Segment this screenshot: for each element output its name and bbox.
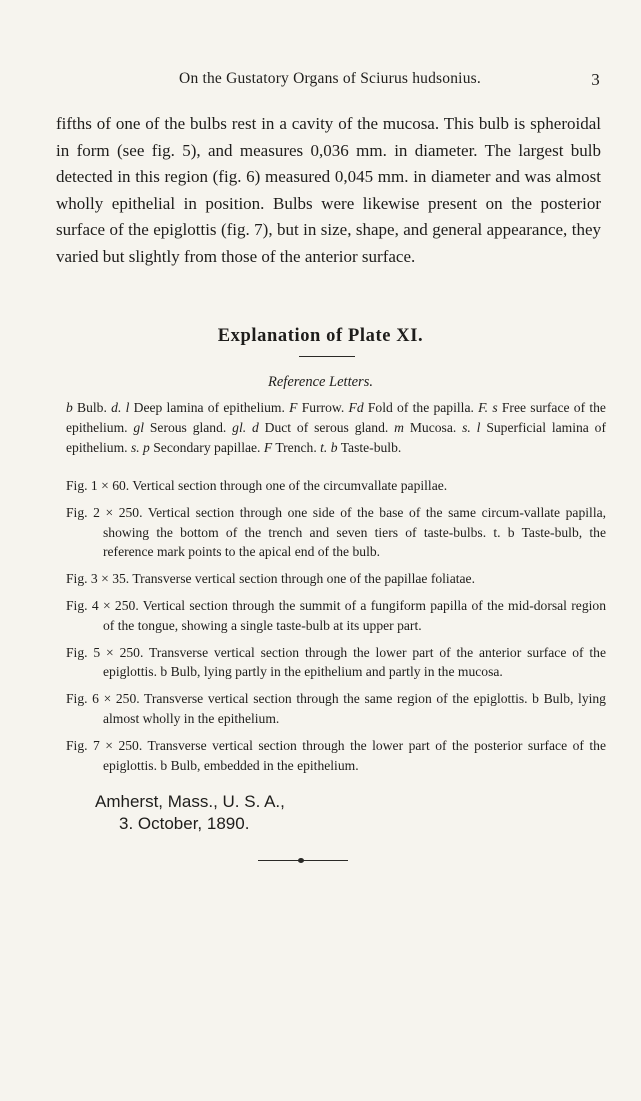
reference-meaning: Mucosa. <box>409 419 457 435</box>
figure-label: Fig. 3 <box>66 571 98 587</box>
figure-label: Fig. 1 <box>66 478 98 493</box>
reference-letter: d. l <box>111 400 130 415</box>
figure-list <box>66 476 606 782</box>
figure-label: Fig. 4 <box>66 597 99 613</box>
reference-letter: F <box>289 400 298 415</box>
signature-place: Amherst, Mass., U. S. A., <box>95 792 285 811</box>
figure-entry <box>66 503 606 562</box>
end-ornament <box>258 860 348 861</box>
figure-scale: × 250. <box>102 597 139 613</box>
reference-meaning: Superficial lamina of epithelium. <box>66 419 606 455</box>
reference-meaning: Taste-bulb. <box>340 439 402 455</box>
reference-meaning: Serous gland. <box>149 419 227 435</box>
reference-letter: b <box>66 400 73 415</box>
reference-meaning: Bulb. <box>77 400 107 415</box>
reference-meaning: Free surface of the epithelium. <box>66 400 606 435</box>
figure-scale: × 35. <box>101 571 130 587</box>
reference-letter: Fd <box>348 400 364 415</box>
running-head <box>60 70 600 88</box>
reference-meaning: Fold of the papilla. <box>367 400 474 415</box>
figure-entry <box>66 476 606 496</box>
reference-letter: t. b <box>320 439 338 455</box>
figure-entry <box>66 596 606 636</box>
figure-label: Fig. 7 <box>66 737 100 753</box>
figure-description: Vertical section through one of the circumvallate papillae. <box>132 478 448 493</box>
running-head-title: On the Gustatory Organs of Sciurus hudsonius. <box>179 70 481 87</box>
signature-date: 3. October, 1890. <box>119 814 250 833</box>
figure-description: Transverse vertical section through the lower part of the posterior surface of the epiglottis. b Bulb, embedded in the epithelium. <box>103 737 606 773</box>
heading-divider <box>299 356 355 357</box>
figure-scale: × 250. <box>106 644 144 660</box>
figure-entry <box>66 569 606 589</box>
figure-label: Fig. 5 <box>66 644 101 660</box>
body-paragraph: fifths of one of the bulbs rest in a cavity of the mucosa. This bulb is spheroidal in form (see fig. 5), and measures 0,036 mm. in diameter. The largest bulb detected in this region (fig. 6) measured 0,045 mm. in diameter and was almost wholly epithelial in position. Bulbs were likewise present on the posterior surface of the epiglottis (fig. 7), but in size, shape, and general appearance, they varied but slightly from those of the anterior surface. <box>56 114 601 266</box>
figure-description: Vertical section through one side of the base of the same circum-vallate papilla, showing the bottom of the trench and seven tiers of taste-bulbs. t. b Taste-bulb, the reference mark points to the apical end of the bulb. <box>103 504 607 560</box>
reference-letter: m <box>394 419 404 435</box>
figure-label: Fig. 6 <box>66 691 99 707</box>
figure-description: Vertical section through the summit of a fungiform papilla of the mid-dorsal region of the tongue, showing a single taste-bulb at its upper part. <box>103 597 606 633</box>
reference-meaning: Trench. <box>275 439 317 455</box>
figure-entry <box>66 736 606 776</box>
reference-meaning: Duct of serous gland. <box>264 419 389 435</box>
signature <box>95 791 285 835</box>
reference-letter: s. l <box>462 419 481 435</box>
reference-letter: F <box>263 439 273 455</box>
reference-letters-heading: Reference Letters. <box>268 374 373 390</box>
reference-meaning: Deep lamina of epithelium. <box>133 400 285 415</box>
reference-meaning: Furrow. <box>301 400 345 415</box>
figure-scale: × 250. <box>103 691 140 707</box>
page-number: 3 <box>591 70 600 89</box>
plate-heading: Explanation of Plate XI. <box>217 326 424 346</box>
figure-description: Transverse vertical section through one of the papillae foliatae. <box>132 571 475 587</box>
figure-scale: × 250. <box>105 504 143 520</box>
figure-description: Transverse vertical section through the same region of the epiglottis. b Bulb, lying almost wholly in the epithelium. <box>103 691 606 726</box>
figure-label: Fig. 2 <box>66 504 100 520</box>
reference-letter: gl. d <box>232 419 259 435</box>
figure-entry <box>66 689 606 729</box>
figure-scale: × 250. <box>105 737 143 753</box>
figure-entry <box>66 643 606 683</box>
reference-letter: gl <box>133 419 144 435</box>
figure-scale: × 60. <box>101 478 130 493</box>
reference-meaning: Secondary papillae. <box>153 439 261 455</box>
reference-letters <box>66 398 606 457</box>
reference-letter: s. p <box>130 439 150 455</box>
figure-description: Transverse vertical section through the lower part of the anterior surface of the epiglottis. b Bulb, lying partly in the epithelium and partly in the mucosa. <box>103 644 606 680</box>
reference-letter: F. s <box>478 400 498 415</box>
